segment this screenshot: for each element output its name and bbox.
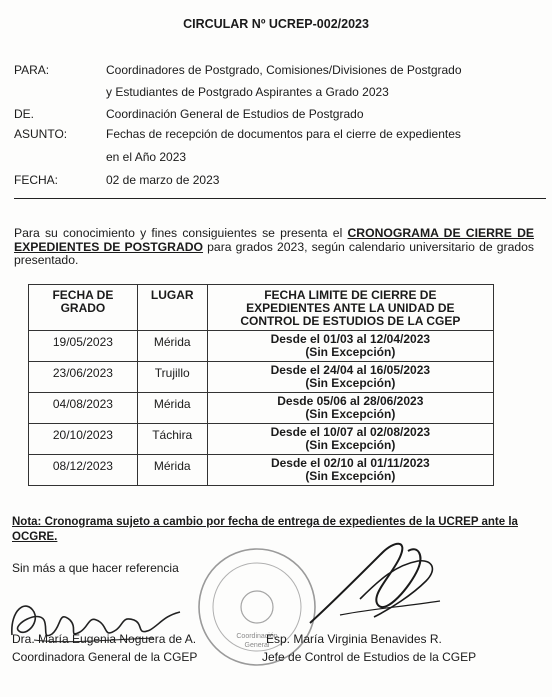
row-rango: Desde el 10/07 al 02/08/2023	[270, 425, 431, 439]
intro-before: Para su conocimiento y fines consiguientes se presenta el	[14, 226, 348, 240]
schedule-table	[28, 284, 494, 486]
row-rango-cell	[207, 331, 493, 362]
asunto-line-1: Fechas de recepción de documentos para el cierre de expedientes	[106, 127, 461, 141]
row-fecha: 04/08/2023	[29, 393, 138, 424]
row-fecha: 08/12/2023	[29, 455, 138, 486]
row-rango-cell	[207, 393, 493, 424]
intro-highlight: CRONOGRAMA DE CIERRE DE EXPEDIENTES DE POSTGRADO	[14, 226, 534, 254]
row-nota: (Sin Excepción)	[305, 344, 396, 359]
table-row	[29, 362, 494, 393]
signatory-left-name: Dra. María Eugenia Noguera de A.	[12, 632, 197, 646]
seal-text-1: Coordinación	[236, 633, 278, 640]
header-divider	[14, 198, 546, 199]
para-line-1: Coordinadores de Postgrado, Comisiones/Divisiones de Postgrado	[106, 63, 462, 77]
row-rango: Desde 05/06 al 28/06/2023	[277, 394, 424, 408]
table-header-row	[29, 285, 494, 331]
fecha-label: FECHA:	[14, 173, 59, 187]
signatory-right-role: Jefe de Control de Estudios de la CGEP	[262, 650, 477, 664]
schedule-note: Nota: Cronograma sujeto a cambio por fecha de entrega de expedientes de la UCREP ante la OCGRE.	[12, 516, 518, 543]
signature-right-icon	[300, 535, 450, 635]
closing-text: Sin más a que hacer referencia	[12, 561, 179, 575]
row-nota: (Sin Excepción)	[305, 406, 396, 421]
row-lugar: Mérida	[137, 393, 207, 424]
row-rango-cell	[207, 424, 493, 455]
row-fecha: 19/05/2023	[29, 331, 138, 362]
asunto-line-2: en el Año 2023	[106, 150, 187, 164]
row-rango: Desde el 01/03 al 12/04/2023	[270, 332, 431, 346]
signatory-left-role: Coordinadora General de la CGEP	[12, 650, 198, 664]
row-nota: (Sin Excepción)	[305, 375, 396, 390]
seal-text-2: General	[244, 642, 270, 649]
row-lugar: Trujillo	[137, 362, 207, 393]
row-fecha: 20/10/2023	[29, 424, 138, 455]
circular-title: CIRCULAR Nº UCREP-002/2023	[183, 17, 369, 31]
header-lugar: LUGAR	[137, 285, 207, 331]
table-row	[29, 393, 494, 424]
table-row	[29, 424, 494, 455]
fecha-value: 02 de marzo de 2023	[106, 173, 220, 187]
table-row	[29, 331, 494, 362]
intro-paragraph	[14, 227, 534, 268]
row-lugar: Táchira	[137, 424, 207, 455]
row-rango: Desde el 24/04 al 16/05/2023	[270, 363, 431, 377]
row-lugar: Mérida	[137, 331, 207, 362]
row-nota: (Sin Excepción)	[305, 468, 396, 483]
row-rango-cell	[207, 455, 493, 486]
row-nota: (Sin Excepción)	[305, 437, 396, 452]
row-rango: Desde el 02/10 al 01/11/2023	[270, 456, 430, 470]
header-fecha-limite: FECHA LIMITE DE CIERRE DE EXPEDIENTES ANTE LA UNIDAD DE CONTROL DE ESTUDIOS DE LA CGEP	[207, 285, 493, 331]
de-label: DE.	[14, 107, 35, 121]
asunto-label: ASUNTO:	[14, 127, 68, 141]
para-line-2: y Estudiantes de Postgrado Aspirantes a Grado 2023	[106, 85, 389, 99]
intro-after: para grados 2023, según calendario universitario de grados presentado.	[14, 239, 534, 267]
table-row	[29, 455, 494, 486]
row-rango-cell	[207, 362, 493, 393]
header-fecha-grado: FECHA DE GRADO	[29, 285, 138, 331]
signatory-right-name: Esp. María Virginia Benavides R.	[266, 632, 442, 646]
para-label: PARA:	[14, 63, 50, 77]
de-value: Coordinación General de Estudios de Postgrado	[106, 107, 364, 121]
row-fecha: 23/06/2023	[29, 362, 138, 393]
row-lugar: Mérida	[137, 455, 207, 486]
